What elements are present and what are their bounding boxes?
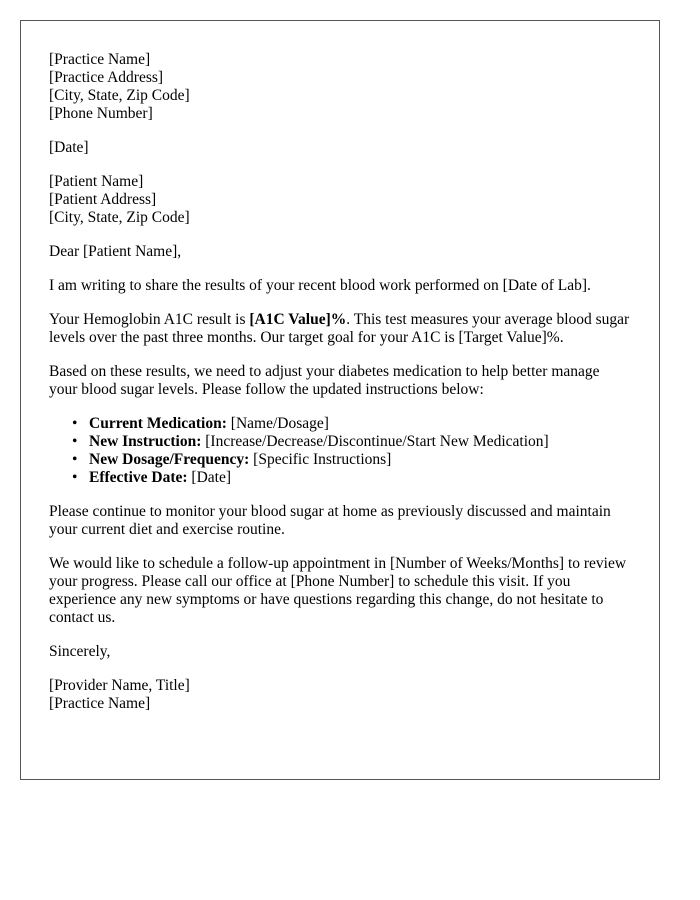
instruction-value: [Specific Instructions] (249, 451, 392, 468)
followup-paragraph: We would like to schedule a follow-up appointment in [Number of Weeks/Months] to review your progress. Please call our office at [Phone Number] to schedule this visit. If you experience any new symptoms or have questions regarding this change, do not hesitate to contact us. (49, 555, 627, 626)
salutation: Dear [Patient Name], (49, 243, 182, 260)
a1c-paragraph (49, 311, 631, 347)
practice-address: [Practice Address] (49, 69, 164, 86)
bullet-icon: • (72, 415, 78, 432)
instruction-label: Current Medication: (89, 415, 227, 432)
intro-paragraph: I am writing to share the results of your recent blood work performed on [Date of Lab]. (49, 277, 591, 294)
list-item (72, 451, 631, 469)
monitor-paragraph: Please continue to monitor your blood sugar at home as previously discussed and maintain your current diet and exercise routine. (49, 503, 611, 538)
a1c-text-after: . This test measures your average blood sugar levels over the past three months. Our target goal for your A1C is [Target Value]%. (49, 311, 630, 346)
patient-address: [Patient Address] (49, 191, 157, 208)
instruction-label: Effective Date: (89, 469, 188, 486)
list-item (72, 469, 631, 487)
signature-practice-name: [Practice Name] (49, 695, 151, 712)
instruction-value: [Increase/Decrease/Discontinue/Start New Medication] (201, 433, 549, 450)
bullet-icon: • (72, 469, 78, 486)
instruction-label: New Dosage/Frequency: (89, 451, 250, 468)
signature-block (49, 677, 631, 713)
instruction-value: [Date] (187, 469, 232, 486)
practice-phone: [Phone Number] (49, 105, 153, 122)
patient-address-block (49, 173, 631, 227)
bullet-icon: • (72, 451, 78, 468)
practice-address-block (49, 51, 631, 123)
list-item (72, 433, 631, 451)
a1c-text-before: Your Hemoglobin A1C result is (49, 311, 250, 328)
a1c-value: [A1C Value]% (249, 311, 347, 328)
instructions-list (49, 415, 631, 487)
letter-date-block (49, 139, 631, 157)
adjust-paragraph: Based on these results, we need to adjust your diabetes medication to help better manage your blood sugar levels. Please follow the updated instructions below: (49, 363, 600, 398)
instruction-label: New Instruction: (89, 433, 202, 450)
bullet-icon: • (72, 433, 78, 450)
list-item (72, 415, 631, 433)
patient-city-state-zip: [City, State, Zip Code] (49, 209, 190, 226)
practice-city-state-zip: [City, State, Zip Code] (49, 87, 190, 104)
patient-name: [Patient Name] (49, 173, 144, 190)
closing: Sincerely, (49, 643, 111, 660)
instruction-value: [Name/Dosage] (226, 415, 329, 432)
letter-date: [Date] (49, 139, 89, 156)
provider-name-title: [Provider Name, Title] (49, 677, 190, 694)
practice-name: [Practice Name] (49, 51, 151, 68)
letter-page (20, 20, 660, 780)
